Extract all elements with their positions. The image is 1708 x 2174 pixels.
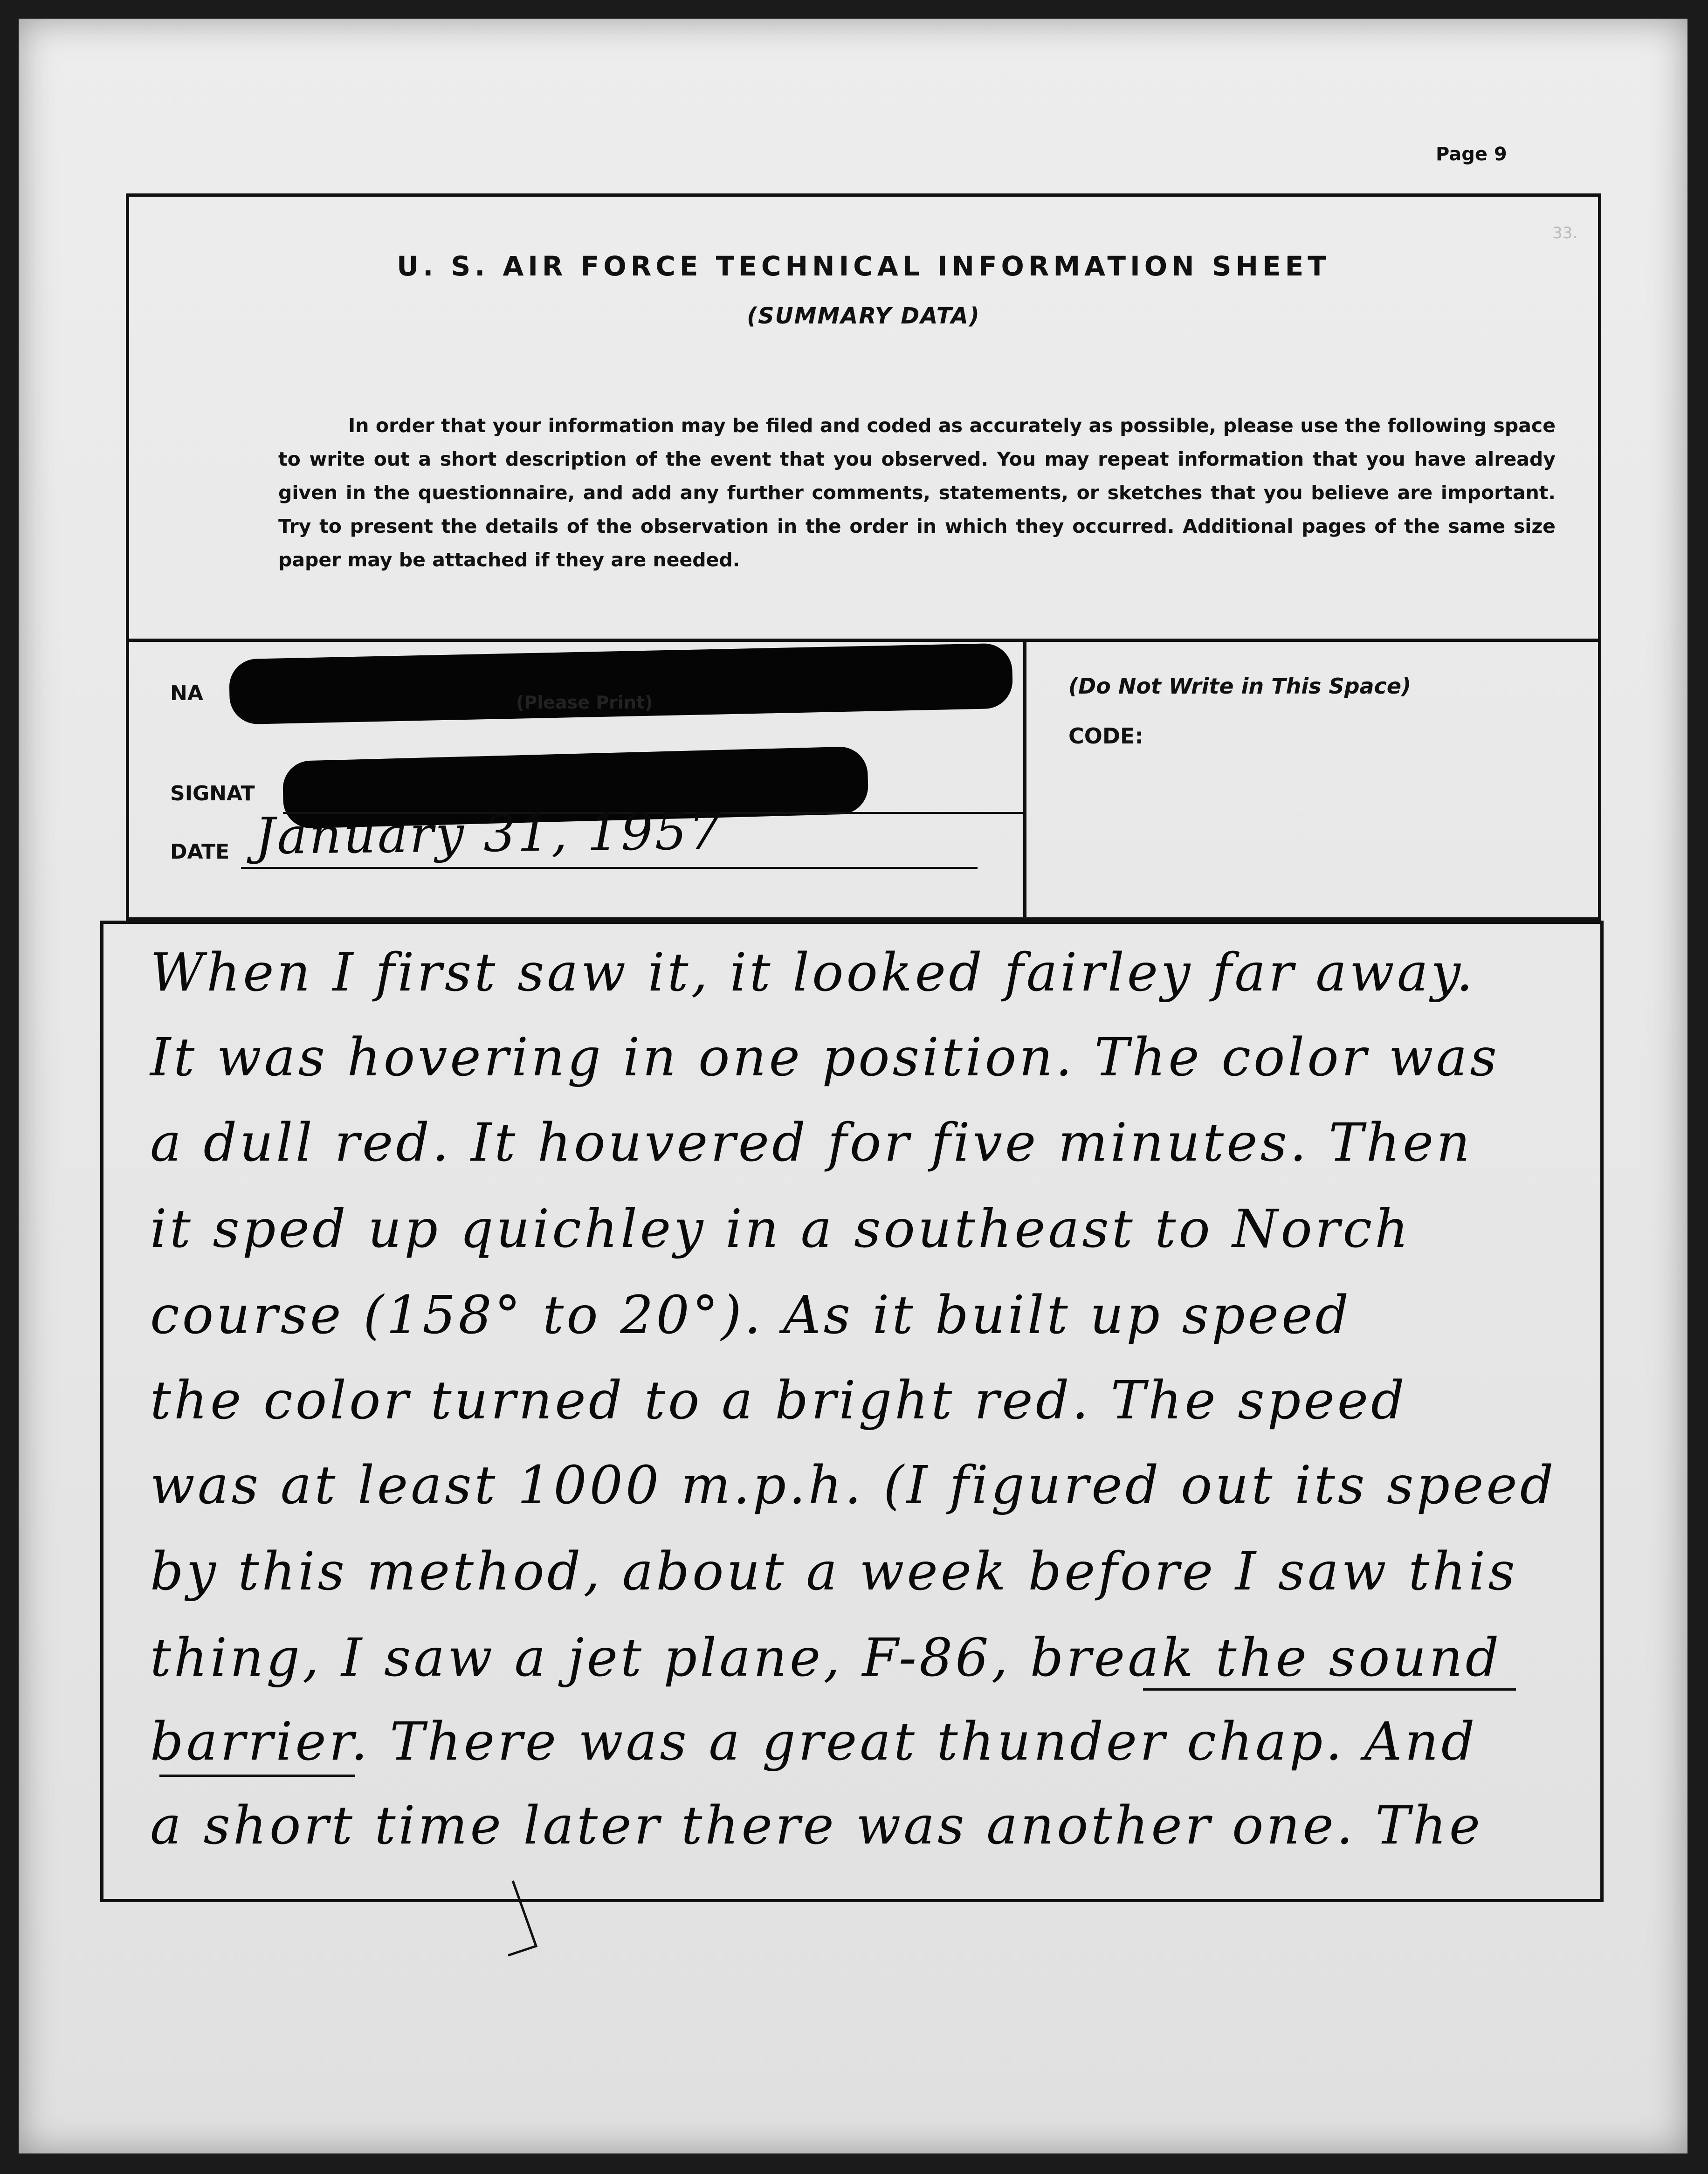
underline-mark bbox=[159, 1775, 355, 1777]
name-label: NA bbox=[170, 681, 203, 705]
form-subtitle: (SUMMARY DATA) bbox=[747, 303, 980, 329]
narrative-line: course (158° to 20°). As it built up speed bbox=[150, 1285, 1352, 1346]
please-print-label: (Please Print) bbox=[516, 692, 653, 713]
insertion-arrow-mark bbox=[508, 1876, 573, 2025]
narrative-line: by this method, about a week before I saw this bbox=[150, 1541, 1518, 1602]
narrative-line: was at least 1000 m.p.h. (I figured out its speed bbox=[150, 1455, 1556, 1516]
bleed-through-text: 33. bbox=[1552, 224, 1578, 242]
narrative-line: thing, I saw a jet plane, F-86, break the sound bbox=[150, 1628, 1502, 1688]
technical-information-form bbox=[126, 193, 1601, 921]
date-line bbox=[241, 867, 978, 869]
narrative-line: it sped up quichley in a southeast to Norch bbox=[150, 1199, 1412, 1259]
date-value: January 31, 1957 bbox=[255, 802, 723, 866]
narrative-box bbox=[100, 921, 1604, 1902]
date-label: DATE bbox=[170, 840, 230, 864]
signature-label: SIGNAT bbox=[170, 782, 255, 805]
narrative-line: the color turned to a bright red. The speed bbox=[150, 1370, 1407, 1431]
narrative-line: barrier. There was a great thunder chap. And bbox=[150, 1712, 1478, 1772]
page-number: Page 9 bbox=[1436, 144, 1507, 165]
office-use-label: (Do Not Write in This Space) bbox=[1068, 674, 1412, 699]
narrative-line: a short time later there was another one. The bbox=[150, 1796, 1483, 1856]
witness-info-cell bbox=[129, 642, 1026, 917]
narrative-line: It was hovering in one position. The color was bbox=[150, 1027, 1500, 1088]
narrative-line: a dull red. It houvered for five minutes. Then bbox=[150, 1113, 1473, 1173]
code-label: CODE: bbox=[1068, 723, 1143, 749]
form-instructions: In order that your information may be filed and coded as accurately as possible, please use the following space to write out a short description of the event that you observed. You may repeat information that you have already given in the questionnaire, and add any further comments, statements, or sketches that you believe are important. Try to present the details of the observation in the order in which they occurred. Additional pages of the same size paper may be attached if they are needed. bbox=[278, 414, 1556, 571]
form-header bbox=[129, 197, 1598, 642]
form-title: U. S. AIR FORCE TECHNICAL INFORMATION SHEET bbox=[397, 250, 1330, 282]
office-use-cell bbox=[1026, 642, 1601, 917]
narrative-line: When I first saw it, it looked fairley far away. bbox=[150, 943, 1476, 1003]
document-page bbox=[19, 19, 1687, 2153]
underline-mark bbox=[1143, 1688, 1516, 1691]
